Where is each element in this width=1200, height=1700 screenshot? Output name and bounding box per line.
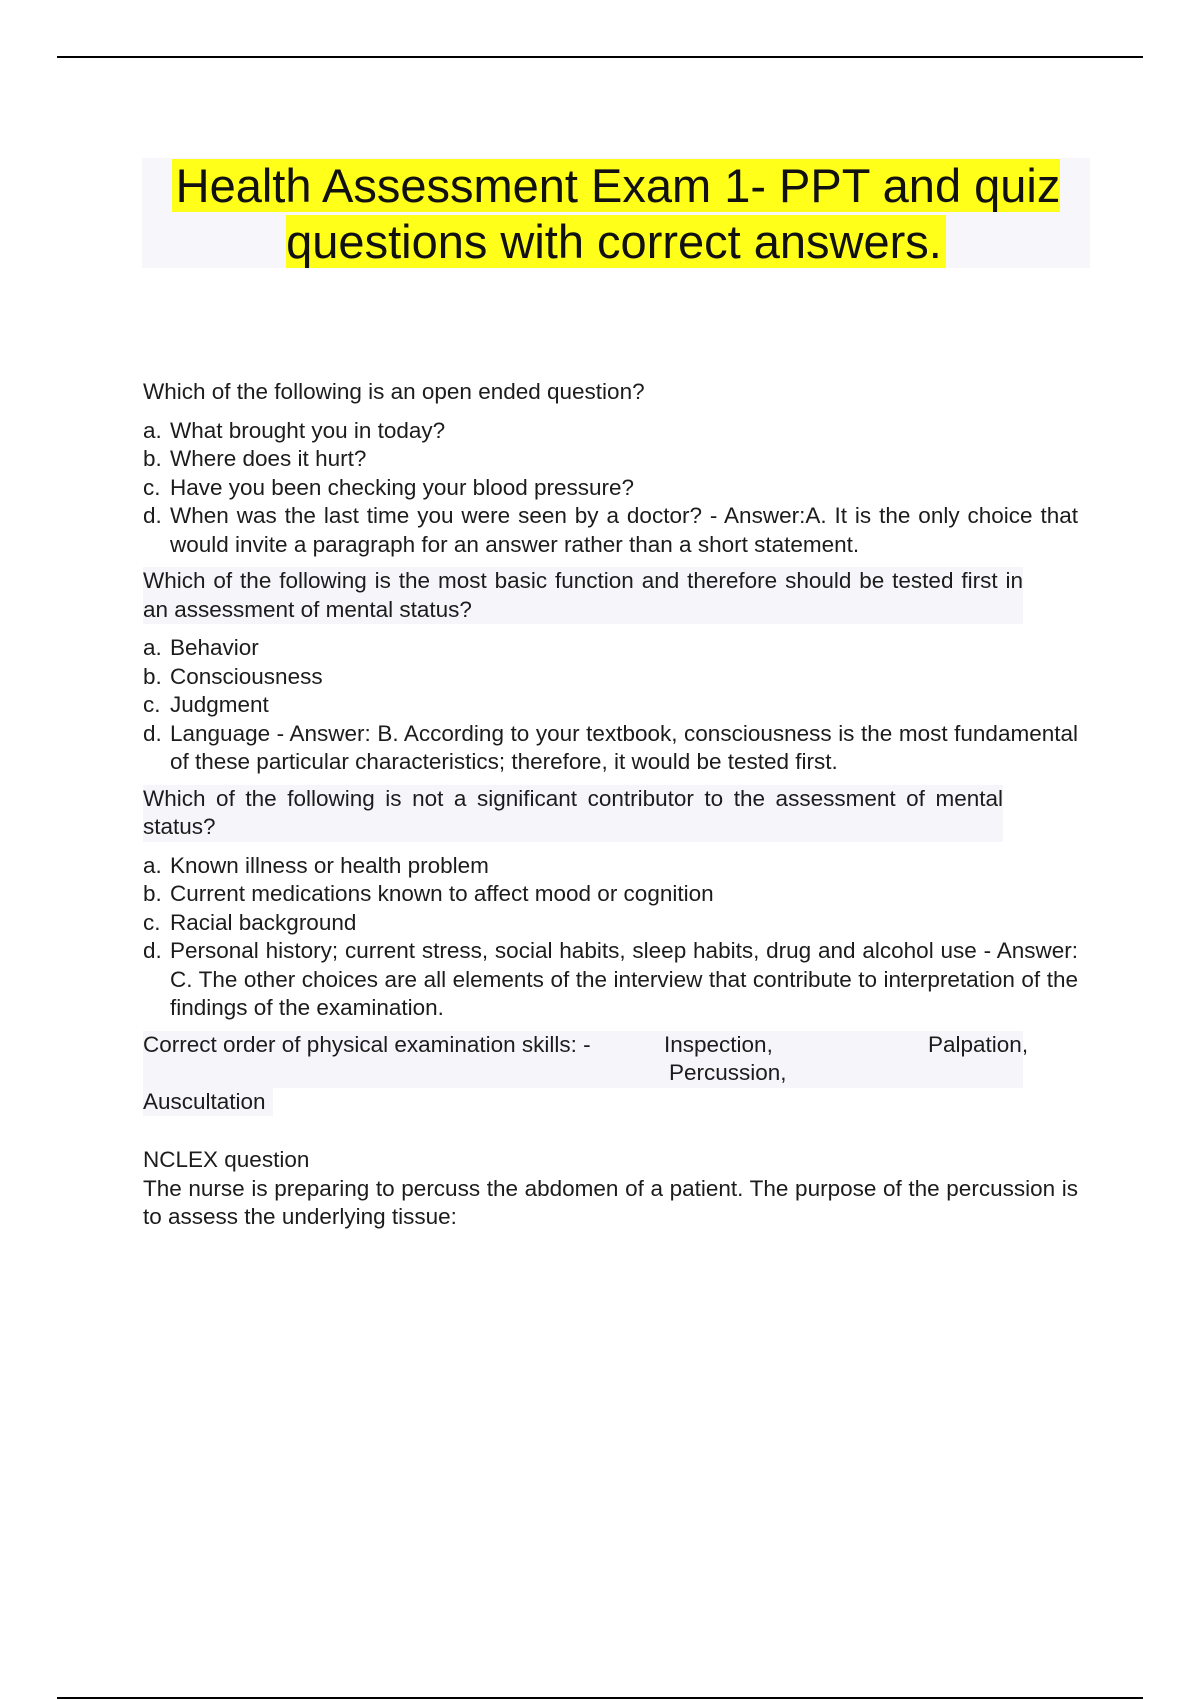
bottom-rule	[57, 1697, 1143, 1699]
option-letter: a.	[143, 635, 162, 660]
option-3d-answer	[143, 937, 1078, 1023]
option-1d-answer	[143, 502, 1078, 559]
option-text: Personal history; current stress, social habits, sleep habits, drug and alcohol use - Answer: C. The other choices are all elements of the interview that contribute to interpretation of the findings of the examination.	[170, 938, 1078, 1020]
nclex-heading: NCLEX question	[143, 1147, 310, 1172]
option-letter: d.	[143, 720, 162, 746]
option-text: Language - Answer: B. According to your textbook, consciousness is the most fundamental of these particular characteristics; therefore, it would be tested first.	[170, 720, 1078, 774]
question-2-options	[143, 634, 1078, 777]
option-text: When was the last time you were seen by a doctor? - Answer:A. It is the only choice that would invite a paragraph for an answer rather than a short statement.	[170, 503, 1078, 557]
option-text: What brought you in today?	[170, 417, 446, 443]
exam-order-percussion: Percussion,	[669, 1060, 787, 1085]
top-rule	[57, 56, 1143, 58]
question-3-options	[143, 852, 1078, 1023]
exam-order-inspection: Inspection,	[664, 1031, 773, 1057]
option-letter: c.	[143, 909, 161, 935]
exam-order-row-2	[143, 1059, 1023, 1088]
option-3b	[143, 880, 1078, 909]
option-1b	[143, 445, 1078, 474]
title-highlight: Health Assessment Exam 1- PPT and quiz questions with correct answers.	[172, 159, 1061, 268]
question-2: Which of the following is the most basic function and therefore should be tested first in an assessment of mental status?	[143, 567, 1023, 624]
option-letter: b.	[143, 663, 162, 689]
option-letter: c.	[143, 692, 161, 717]
option-text: Judgment	[170, 692, 269, 717]
option-text: Behavior	[170, 635, 259, 660]
question-1: Which of the following is an open ended question?	[143, 379, 645, 404]
option-text: Where does it hurt?	[170, 446, 367, 471]
option-text: Have you been checking your blood pressure?	[170, 474, 635, 500]
exam-order-prefix: Correct order of physical examination skills: -	[143, 1031, 591, 1057]
option-letter: c.	[143, 474, 161, 500]
option-text: Current medications known to affect mood or cognition	[170, 881, 714, 906]
option-letter: a.	[143, 852, 162, 878]
option-2b	[143, 663, 1078, 692]
option-2c	[143, 691, 1078, 720]
document-title	[142, 158, 1090, 270]
document-body	[143, 378, 1078, 1232]
option-text: Known illness or health problem	[170, 852, 489, 878]
option-letter: b.	[143, 446, 162, 471]
option-text: Racial background	[170, 909, 357, 935]
option-2a	[143, 634, 1078, 663]
option-letter: b.	[143, 881, 162, 906]
question-3: Which of the following is not a significant contributor to the assessment of mental status?	[143, 785, 1003, 842]
exam-order-auscultation: Auscultation	[143, 1088, 273, 1117]
question-1-options	[143, 417, 1078, 560]
option-3a	[143, 852, 1078, 881]
option-1a	[143, 417, 1078, 446]
option-letter: d.	[143, 938, 162, 963]
option-1c	[143, 474, 1078, 503]
option-text: Consciousness	[170, 663, 323, 689]
option-letter: d.	[143, 503, 162, 528]
option-3c	[143, 909, 1078, 938]
nclex-question-text: The nurse is preparing to percuss the abdomen of a patient. The purpose of the percussion is to assess the underlying tissue:	[143, 1175, 1078, 1229]
exam-order-row-1	[143, 1031, 1029, 1060]
exam-order-palpation: Palpation,	[928, 1031, 1029, 1057]
option-letter: a.	[143, 417, 162, 443]
option-2d-answer	[143, 720, 1078, 777]
exam-order-block	[143, 1031, 1029, 1088]
